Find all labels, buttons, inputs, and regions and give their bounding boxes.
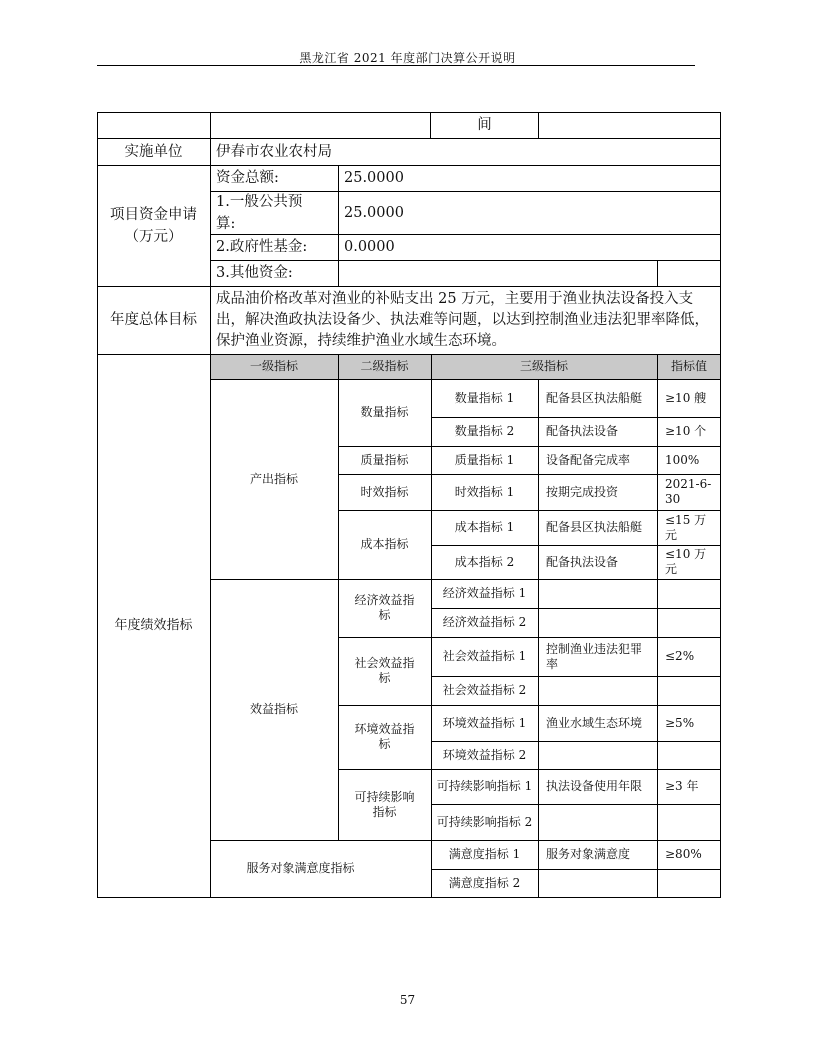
funds-total-name: 资金总额:	[216, 170, 279, 186]
page-header: 黑龙江省 2021 年度部门决算公开说明	[299, 51, 516, 65]
level3-name-cell: 数量指标 1	[454, 390, 515, 405]
level3-value-cell: ≥10 个	[665, 424, 707, 438]
level3-content-cell	[538, 608, 657, 637]
level3-content-cell: 执法设备使用年限	[546, 779, 643, 793]
level3-name-cell: 社会效益指标 1	[442, 649, 527, 663]
level3-value-cell	[657, 608, 721, 637]
level3-content-cell	[538, 579, 657, 608]
l2-quality: 质量指标	[360, 452, 409, 467]
header-level1: 一级指标	[249, 359, 298, 373]
level3-name-cell: 满意度指标 1	[448, 847, 521, 861]
funds-total-value: 25.0000	[344, 170, 404, 186]
unit-value: 伊春市农业农村局	[216, 143, 332, 160]
level3-value-cell	[657, 804, 721, 840]
level3-value-cell	[657, 676, 721, 705]
level3-content-cell: 配备执法设备	[546, 424, 619, 438]
level3-value-cell: 100%	[665, 452, 700, 467]
level3-name-cell: 经济效益指标 2	[442, 615, 527, 629]
level3-content-cell: 控制渔业违法犯罪率	[546, 641, 643, 671]
level3-name-cell: 数量指标 2	[454, 424, 515, 438]
l2-environment: 环境效益指标	[354, 722, 415, 751]
level3-name-cell: 成本指标 2	[454, 554, 515, 569]
header-level3: 三级指标	[519, 359, 568, 373]
page-number: 57	[399, 993, 416, 1007]
level3-content-cell: 配备县区执法船艇	[546, 520, 643, 534]
level3-value-cell: ≤15 万元	[665, 512, 707, 542]
level3-content-cell: 配备县区执法船艇	[546, 390, 643, 405]
unit-label: 实施单位	[124, 143, 183, 160]
level3-name-cell: 可持续影响指标 2	[436, 814, 533, 829]
goal-label: 年度总体目标	[110, 312, 197, 328]
header-value: 指标值	[670, 359, 707, 373]
time-suffix-cell: 间	[477, 117, 492, 133]
funds-label: 项目资金申请（万元）	[110, 206, 197, 245]
level3-value-cell: ≥80%	[665, 847, 702, 861]
level3-content-cell: 服务对象满意度	[546, 847, 631, 861]
level3-content-cell: 渔业水域生态环境	[546, 715, 643, 730]
level3-value-cell: ≥5%	[665, 715, 695, 730]
funds-public-budget-value: 25.0000	[344, 204, 404, 221]
level3-name-cell: 质量指标 1	[454, 452, 515, 467]
perf-label: 年度绩效指标	[114, 618, 193, 633]
funds-public-budget-name: 1.一般公共预算:	[216, 193, 303, 232]
level3-name-cell: 社会效益指标 2	[442, 683, 527, 697]
level3-name-cell: 时效指标 1	[454, 484, 515, 499]
level3-name-cell: 环境效益指标 1	[442, 715, 527, 730]
goal-text: 成品油价格改革对渔业的补贴支出 25 万元，主要用于渔业执法设备投入支出，解决渔政执法设备少、执法难等问题，以达到控制渔业违法犯罪率降低，保护渔业资源，持续维护渔业水域生态环境。	[216, 290, 709, 349]
level3-content-cell	[538, 804, 657, 840]
l1-output: 产出指标	[249, 471, 298, 486]
funds-other-value	[338, 260, 657, 286]
l2-economic: 经济效益指标	[354, 593, 415, 622]
level3-value-cell	[657, 869, 721, 897]
level3-content-cell	[538, 869, 657, 897]
l2-social: 社会效益指标	[354, 656, 415, 685]
l2-quantity: 数量指标	[360, 405, 409, 419]
header-level2: 二级指标	[360, 359, 409, 373]
funds-other-name: 3.其他资金:	[216, 265, 293, 281]
l1-benefit: 效益指标	[249, 702, 298, 716]
l2-sustainable: 可持续影响指标	[354, 789, 415, 819]
level3-value-cell: 2021-6-30	[665, 477, 712, 506]
funds-gov-fund-name: 2.政府性基金:	[216, 239, 308, 255]
level3-value-cell	[657, 579, 721, 608]
level3-name-cell: 可持续影响指标 1	[436, 779, 533, 793]
funds-gov-fund-value: 0.0000	[344, 239, 395, 255]
level3-value-cell: ≥3 年	[665, 779, 699, 793]
level3-content-cell: 按期完成投资	[546, 484, 619, 499]
level3-value-cell	[657, 741, 721, 769]
header-rule	[97, 65, 695, 66]
l2-timeliness: 时效指标	[360, 484, 409, 499]
level3-content-cell	[538, 741, 657, 769]
l2-cost: 成本指标	[360, 537, 409, 551]
l1-satisfaction: 服务对象满意度指标	[246, 861, 355, 875]
level3-content-cell: 设备配备完成率	[546, 452, 631, 467]
level3-content-cell	[538, 676, 657, 705]
level3-value-cell: ≥10 艘	[665, 390, 707, 405]
level3-content-cell: 配备执法设备	[546, 554, 619, 569]
level3-value-cell: ≤10 万元	[665, 547, 707, 576]
level3-name-cell: 环境效益指标 2	[442, 747, 527, 762]
level3-value-cell: ≤2%	[665, 649, 695, 663]
level3-name-cell: 成本指标 1	[454, 520, 515, 534]
level3-name-cell: 满意度指标 2	[448, 875, 521, 890]
level3-name-cell: 经济效益指标 1	[442, 586, 527, 600]
